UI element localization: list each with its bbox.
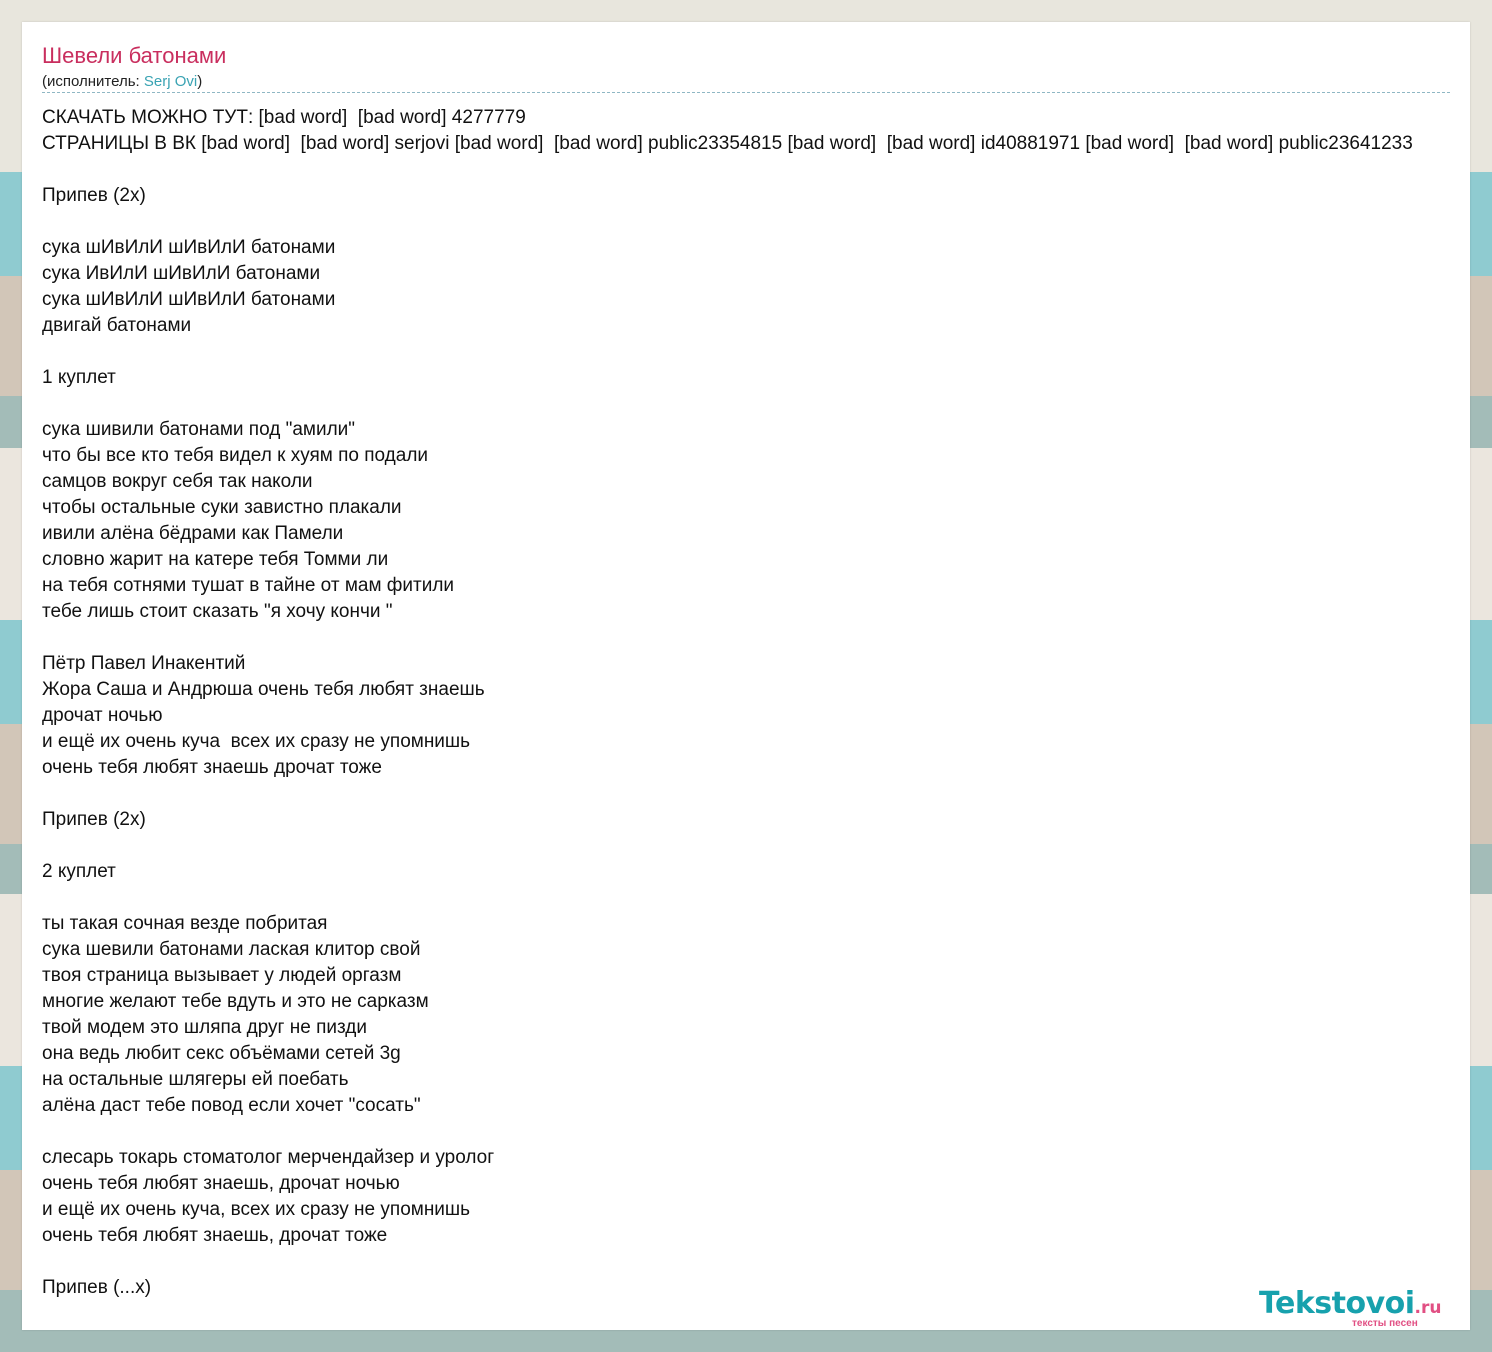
performer-line [42, 73, 202, 90]
title-divider [42, 92, 1450, 93]
lyrics-card [22, 22, 1470, 1330]
performer-suffix: ) [197, 73, 203, 90]
logo-wordmark [1259, 1286, 1442, 1321]
site-logo[interactable] [1259, 1286, 1469, 1330]
performer-prefix: (исполнитель: [42, 73, 144, 90]
song-title: Шевели батонами [42, 43, 227, 68]
logo-main-text: Tekstovoi [1259, 1286, 1415, 1321]
logo-domain: .ru [1414, 1298, 1442, 1318]
performer-link[interactable]: Serj Ovi [143, 73, 198, 90]
logo-tagline: тексты песен [1352, 1318, 1418, 1329]
lyrics-text: СКАЧАТЬ МОЖНО ТУТ: [bad word] [bad word] 4277779 СТРАНИЦЫ В ВК [bad word] [bad word] serjovi [bad word] [bad word] public23354815 [bad word] [bad word] id40881971 [bad word] [bad word] public23641233 Припев (2x) сука шИвИлИ шИвИлИ батонами сука ИвИлИ шИвИлИ батонами сука шИвИлИ шИвИлИ батонами двигай батонами 1 куплет сука шивили батонами под "амили" что бы все кто тебя видел к хуям по подали самцов вокруг себя так наколи чтобы остальные суки завистно плакали ивили алёна бёдрами как Памели словно жарит на катере тебя Томми ли на тебя сотнями тушат в тайне от мам фитили тебе лишь стоит сказать "я хочу кончи " Пётр Павел Инакентий Жора Саша и Андрюша очень тебя любят знаешь дрочат ночью и ещё их очень куча всех их сразу не упомнишь очень тебя любят знаешь дрочат тоже Припев (2x) 2 куплет ты такая сочная везде побритая сука шевили батонами лаская клитор свой твоя страница вызывает у людей оргазм многие желают тебе вдуть и это не сарказм твой модем это шляпа друг не пизди она ведь любит секс объёмами сетей 3g на остальные шлягеры ей поебать алёна даст тебе повод если хочет "сосать" слесарь токарь стоматолог мерчендайзер и уролог очень тебя любят знаешь, дрочат ночью и ещё их очень куча, всех их сразу не упомнишь очень тебя любят знаешь, дрочат тоже Припев (...x) [42, 107, 1413, 1298]
